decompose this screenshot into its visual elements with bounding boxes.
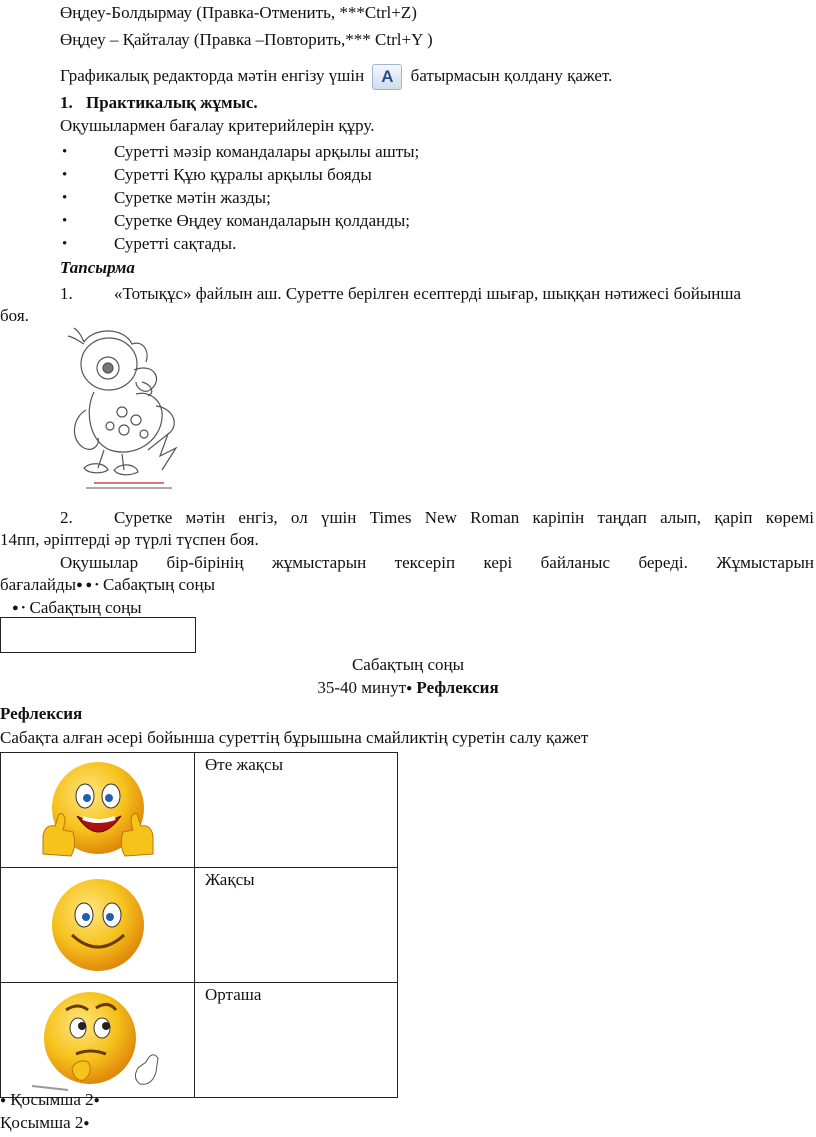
appendix-text-1: Қосымша 2 [10,1090,94,1109]
minutes-line [0,678,816,699]
table-cell-label [195,868,398,983]
table-cell-label [195,983,398,1098]
appendix-line-2 [0,1113,89,1134]
task-item2-text: Суретке мәтін енгіз, ол үшін Times New Roman каріпін таңдап алып, қаріп көремі [114,508,814,527]
bullet-dot: ● [83,1118,90,1129]
reflection-heading: Рефлексия [0,704,83,723]
criteria-item: • Суретті сақтады. [114,234,236,254]
task-item1-continuation: боя. [0,306,29,325]
task-item2-continuation: 14пп, әріптерді әр түрлі түспен боя. [0,530,259,549]
table-row [1,983,398,1098]
table-cell-image [1,753,195,868]
minutes-text: 35-40 минут [317,678,407,697]
parrot-drawing [64,322,192,494]
undo-line: Өңдеу-Болдырмау (Правка-Отменить, ***Ctrl+Z) [60,3,417,22]
criteria-item: • Суретті мәзір командалары арқылы ашты; [114,142,419,162]
task-item1-number: 1. [60,284,73,303]
graphic-line-pre: Графикалық редакторда мәтін енгізу үшін [60,66,365,85]
peer-review-cont-text: бағалайды [0,575,77,594]
peer-review-text: Оқушылар бір-бірінің жұмыстарын тексеріп кері байланыс береді. Жұмыстарын [60,553,814,572]
bullet-dot: ● ● • [76,579,99,591]
lesson-end-line-text: Сабақтың соңы [29,598,142,617]
criteria-item: • Суретке мәтін жазды; [114,188,271,208]
reflection-table [0,752,398,1098]
happy-smiley-icon [48,875,148,975]
reflection-inline: Рефлексия [416,678,499,697]
thinking-smiley-icon [28,988,168,1092]
text-tool-icon: A [372,64,402,90]
bullet-dot: ● [93,1095,100,1106]
lesson-end-inline: Сабақтың соңы [102,575,216,594]
appendix-text-2: Қосымша 2 [0,1113,84,1132]
thumbs-up-smiley-icon [33,758,163,862]
appendix-line-1 [0,1090,100,1111]
table-cell-image [1,983,195,1098]
graphic-line [60,63,612,90]
task-title: Тапсырма [60,258,135,277]
table-cell-image [1,868,195,983]
bullet-dot: ● [406,683,413,694]
criteria-item: • Суретті Құю құралы арқылы бояды [114,165,372,185]
practical-title: Практикалық жұмыс. [86,93,258,112]
criteria-intro: Оқушылармен бағалау критерийлерін құру. [60,116,375,135]
task-item2-number: 2. [60,508,73,527]
bullet-dot: ● • [12,602,26,614]
lesson-end-line [12,598,142,618]
empty-text-box [0,617,196,653]
reflection-instruction: Сабақта алған әсері бойынша суреттің бұрышына смайликтің суретін салу қажет [0,728,589,747]
table-row [1,868,398,983]
task-item1-text: «Тотықұс» файлын аш. Суретте берілген есептерді шығар, шыққан нәтижесі бойынша [114,284,742,303]
rating-excellent-label: Өте жақсы [205,755,284,774]
rating-average-label: Орташа [205,985,262,1004]
graphic-line-post: батырмасын қолдану қажет. [410,66,613,85]
peer-review-continuation [0,575,215,595]
table-cell-label [195,753,398,868]
redo-line: Өңдеу – Қайталау (Правка –Повторить,*** Ctrl+Y ) [60,30,433,49]
practical-number: 1. [60,93,73,112]
table-row [1,753,398,868]
criteria-item: • Суретке Өңдеу командаларын қолданды; [114,211,410,231]
parrot-coloring-image [64,322,192,494]
rating-good-label: Жақсы [205,870,255,889]
lesson-end-heading: Сабақтың соңы [351,655,465,674]
bullet-dot: ● [0,1095,7,1106]
